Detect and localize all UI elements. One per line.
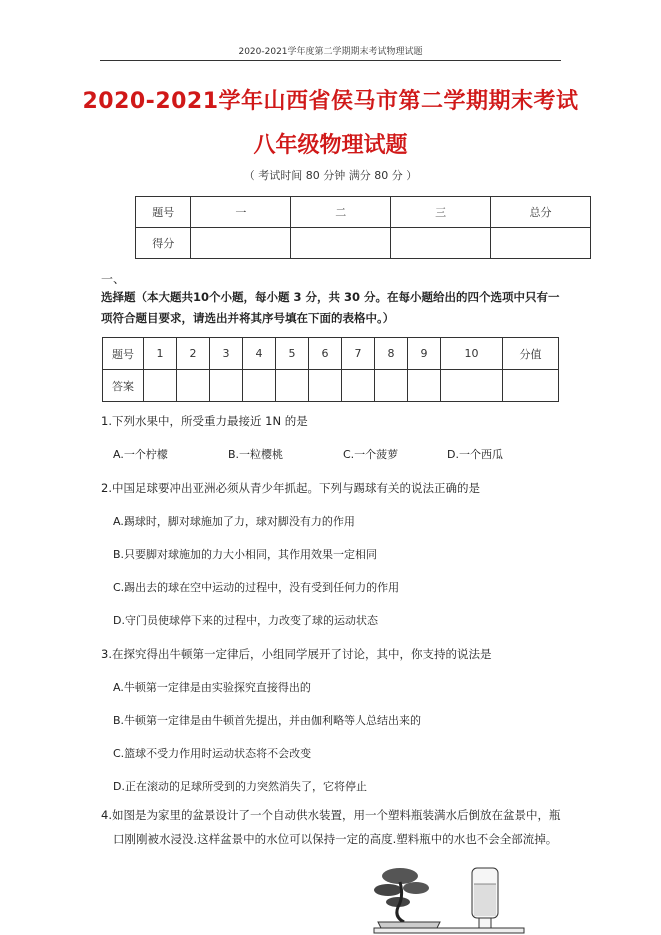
question-2-option-d[interactable]: D.守门员使球停下来的过程中，力改变了球的运动状态 xyxy=(113,614,378,627)
question-2-stem: 2.中国足球要冲出亚洲必须从青少年抓起。下列与踢球有关的说法正确的是 xyxy=(101,481,480,495)
question-2-option-a[interactable]: A.踢球时，脚对球施加了力，球对脚没有力的作用 xyxy=(113,515,355,528)
question-1-option-b[interactable]: B.一粒樱桃 xyxy=(228,448,284,461)
answer-input-cell[interactable] xyxy=(144,370,177,402)
question-1-stem: 1.下列水果中，所受重力最接近 1N 的是 xyxy=(101,414,308,428)
answer-table-header-row xyxy=(103,338,559,370)
score-cell: 总分 xyxy=(491,197,591,228)
tree-foliage-icon xyxy=(382,868,418,884)
answer-header-cell: 分值 xyxy=(503,338,559,370)
answer-input-cell[interactable] xyxy=(408,370,441,402)
score-table-header-row xyxy=(136,197,591,228)
answer-header-cell: 8 xyxy=(375,338,408,370)
answer-input-cell[interactable] xyxy=(309,370,342,402)
answer-header-cell: 9 xyxy=(408,338,441,370)
answer-header-cell: 10 xyxy=(441,338,503,370)
score-table-value-row xyxy=(136,228,591,259)
score-input-cell[interactable] xyxy=(191,228,291,259)
exam-time-info: （ 考试时间 80 分钟 满分 80 分 ） xyxy=(243,169,418,182)
score-cell: 二 xyxy=(291,197,391,228)
answer-header-cell: 7 xyxy=(342,338,375,370)
score-cell: 三 xyxy=(391,197,491,228)
answer-input-cell[interactable] xyxy=(177,370,210,402)
score-cell: 得分 xyxy=(136,228,191,259)
answer-table xyxy=(102,337,559,402)
answer-input-cell[interactable] xyxy=(243,370,276,402)
answer-input-cell[interactable] xyxy=(276,370,309,402)
exam-title: 2020-2021学年山西省侯马市第二学期期末考试 xyxy=(82,89,579,114)
section-number: 一、 xyxy=(101,272,126,286)
answer-header-cell: 3 xyxy=(210,338,243,370)
answer-input-cell[interactable] xyxy=(342,370,375,402)
water-tray-icon xyxy=(374,928,524,933)
answer-row-label: 答案 xyxy=(103,370,144,402)
question-3-option-a[interactable]: A.牛顿第一定律是由实验探究直接得出的 xyxy=(113,681,311,694)
question-4-line2: 口刚刚被水浸没.这样盆景中的水位可以保持一定的高度.塑料瓶中的水也不会全部流掉。 xyxy=(113,832,558,846)
answer-input-cell[interactable] xyxy=(375,370,408,402)
page-header: 2020-2021学年度第二学期期末考试物理试题 xyxy=(100,44,561,61)
answer-header-cell: 4 xyxy=(243,338,276,370)
question-4-line1: 4.如图是为家里的盆景设计了一个自动供水装置，用一个塑料瓶装满水后倒放在盆景中，瓶 xyxy=(101,808,561,822)
question-1-option-c[interactable]: C.一个菠萝 xyxy=(343,448,399,461)
bonsai-water-device-figure xyxy=(370,862,530,935)
question-1-option-a[interactable]: A.一个柠檬 xyxy=(113,448,168,461)
score-input-cell[interactable] xyxy=(491,228,591,259)
answer-table-value-row xyxy=(103,370,559,402)
answer-header-cell: 5 xyxy=(276,338,309,370)
answer-input-cell[interactable] xyxy=(503,370,559,402)
question-3-option-b[interactable]: B.牛顿第一定律是由牛顿首先提出，并由伽利略等人总结出来的 xyxy=(113,714,422,727)
answer-input-cell[interactable] xyxy=(441,370,503,402)
answer-header-cell: 6 xyxy=(309,338,342,370)
score-cell: 一 xyxy=(191,197,291,228)
score-cell: 题号 xyxy=(136,197,191,228)
score-input-cell[interactable] xyxy=(291,228,391,259)
answer-input-cell[interactable] xyxy=(210,370,243,402)
question-3-option-c[interactable]: C.篮球不受力作用时运动状态将不会改变 xyxy=(113,747,312,760)
answer-header-cell: 题号 xyxy=(103,338,144,370)
question-2-option-c[interactable]: C.踢出去的球在空中运动的过程中，没有受到任何力的作用 xyxy=(113,581,400,594)
score-table xyxy=(135,196,591,259)
answer-header-cell: 1 xyxy=(144,338,177,370)
score-input-cell[interactable] xyxy=(391,228,491,259)
question-3-option-d[interactable]: D.正在滚动的足球所受到的力突然消失了，它将停止 xyxy=(113,780,367,793)
question-4-stem xyxy=(101,803,571,851)
exam-subtitle: 八年级物理试题 xyxy=(253,133,408,158)
section-instruction: 选择题（本大题共10个小题，每小题 3 分，共 30 分。在每小题给出的四个选项中只有一项符合题目要求，请选出并将其序号填在下面的表格中。） xyxy=(101,290,560,325)
question-3-stem: 3.在探究得出牛顿第一定律后，小组同学展开了讨论，其中，你支持的说法是 xyxy=(101,647,492,661)
question-2-option-b[interactable]: B.只要脚对球施加的力大小相同，其作用效果一定相同 xyxy=(113,548,378,561)
question-1-option-d[interactable]: D.一个西瓜 xyxy=(447,448,503,461)
answer-header-cell: 2 xyxy=(177,338,210,370)
